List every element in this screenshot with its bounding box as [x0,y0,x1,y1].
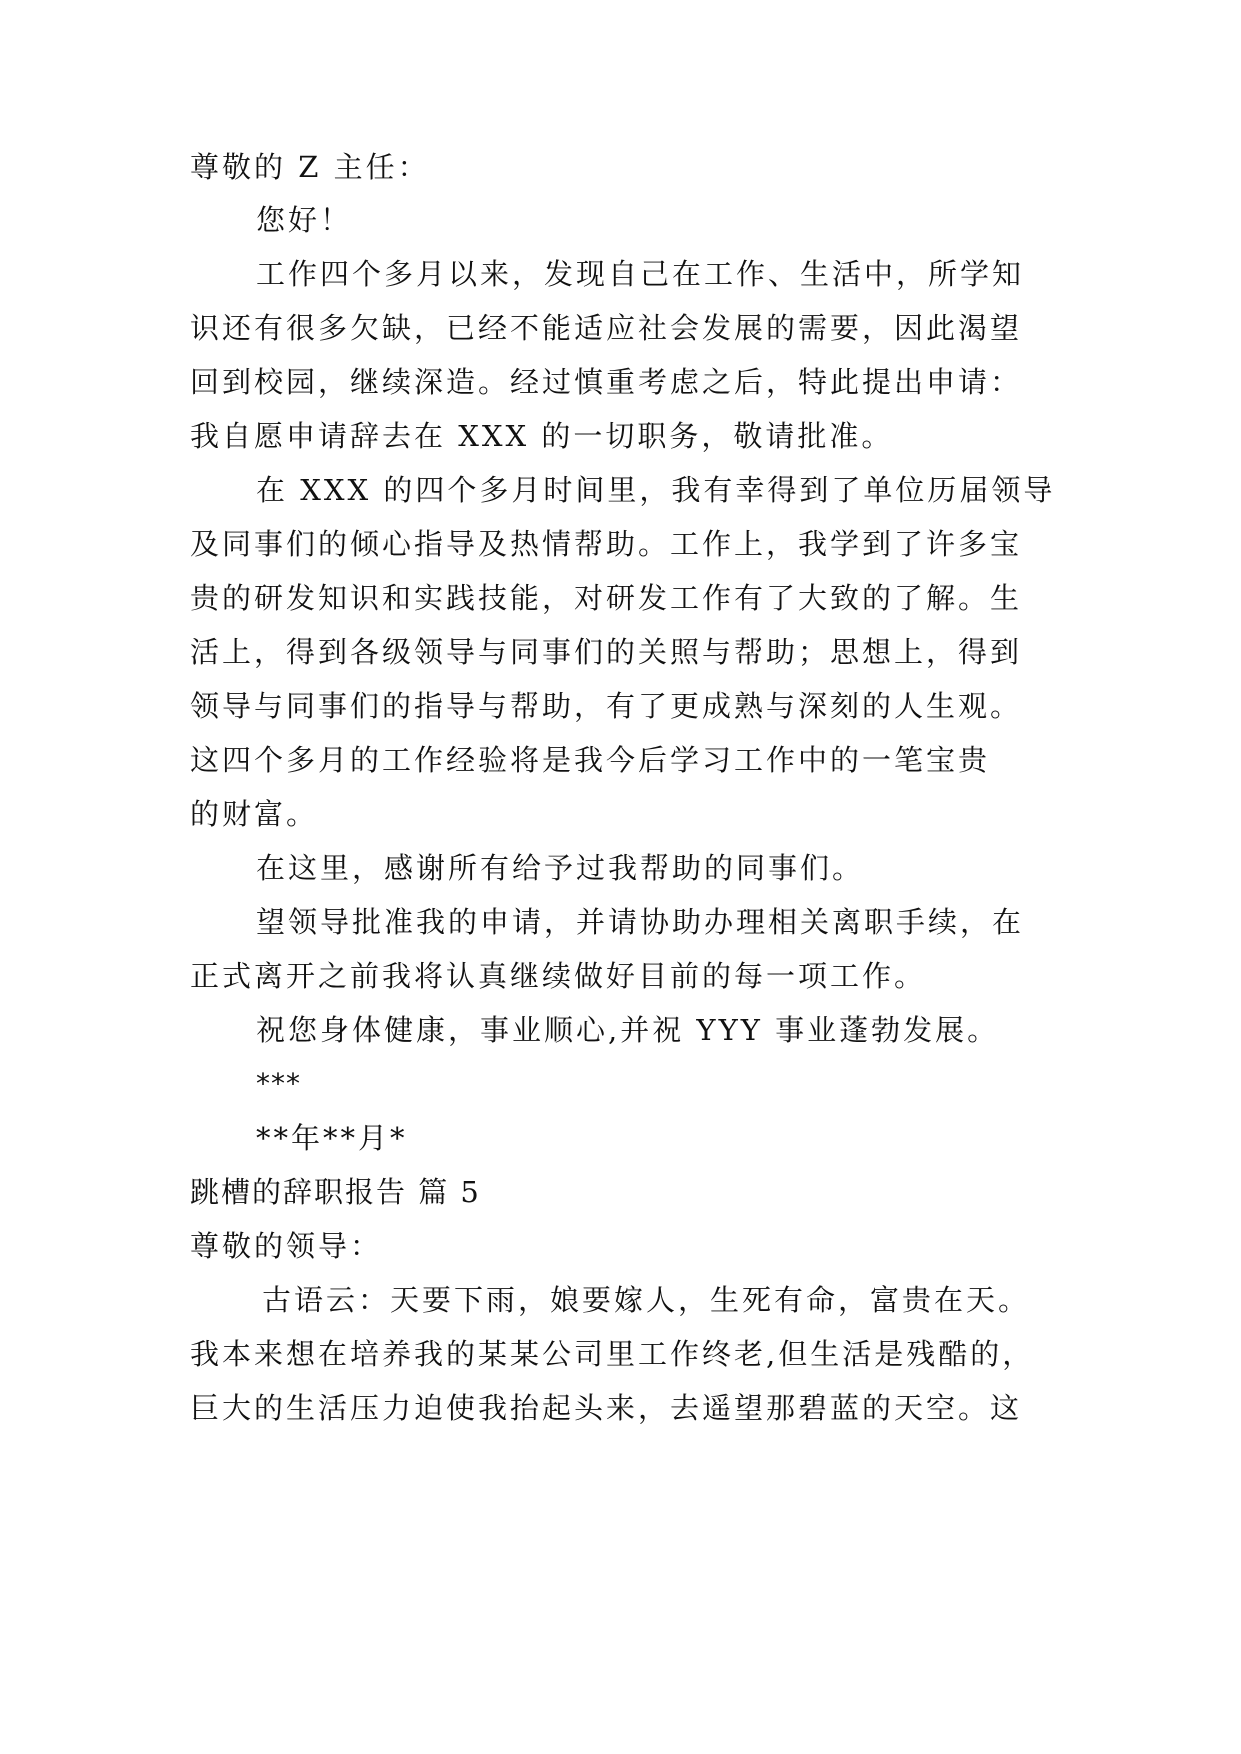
paragraph-line: 识还有很多欠缺，已经不能适应社会发展的需要，因此渴望 [190,311,1023,345]
salutation: 尊敬的领导： [190,1229,383,1263]
paragraph-line: 领导与同事们的指导与帮助，有了更成熟与深刻的人生观。 [190,689,1023,723]
paragraph-line: 这四个多月的工作经验将是我今后学习工作中的一笔宝贵 [190,743,991,777]
paragraph-line: 望领导批准我的申请，并请协助办理相关离职手续，在 [256,905,1025,939]
paragraph-line: 我本来想在培养我的某某公司里工作终老,但生活是残酷的， [190,1337,1035,1371]
paragraph-line: 的财富。 [190,797,319,831]
paragraph-line: 祝您身体健康，事业顺心,并祝 YYY 事业蓬勃发展。 [256,1013,1000,1047]
paragraph-line: 工作四个多月以来，发现自己在工作、生活中，所学知 [256,257,1025,291]
paragraph-line: 活上，得到各级领导与同事们的关照与帮助；思想上，得到 [190,635,1023,669]
paragraph-line: 回到校园，继续深造。经过慎重考虑之后，特此提出申请： [190,365,1023,399]
section-title: 跳槽的辞职报告 篇 5 [190,1175,481,1209]
salutation: 尊敬的 Z 主任： [190,150,430,184]
paragraph-line: 及同事们的倾心指导及热情帮助。工作上，我学到了许多宝 [190,527,1023,561]
signature: *** [256,1067,301,1100]
paragraph-line: 在这里，感谢所有给予过我帮助的同事们。 [256,851,865,885]
signature-date: **年**月* [256,1121,408,1155]
paragraph-line: 我自愿申请辞去在 XXX 的一切职务，敬请批准。 [190,419,894,453]
paragraph-line: 在 XXX 的四个多月时间里，我有幸得到了单位历届领导 [256,473,1056,507]
paragraph-line: 正式离开之前我将认真继续做好目前的每一项工作。 [190,959,927,993]
paragraph-line: 巨大的生活压力迫使我抬起头来，去遥望那碧蓝的天空。这 [190,1391,1023,1425]
greeting: 您好！ [256,203,353,237]
paragraph-line: 古语云：天要下雨，娘要嫁人，生死有命，富贵在天。 [262,1283,1031,1317]
paragraph-line: 贵的研发知识和实践技能，对研发工作有了大致的了解。生 [190,581,1023,615]
